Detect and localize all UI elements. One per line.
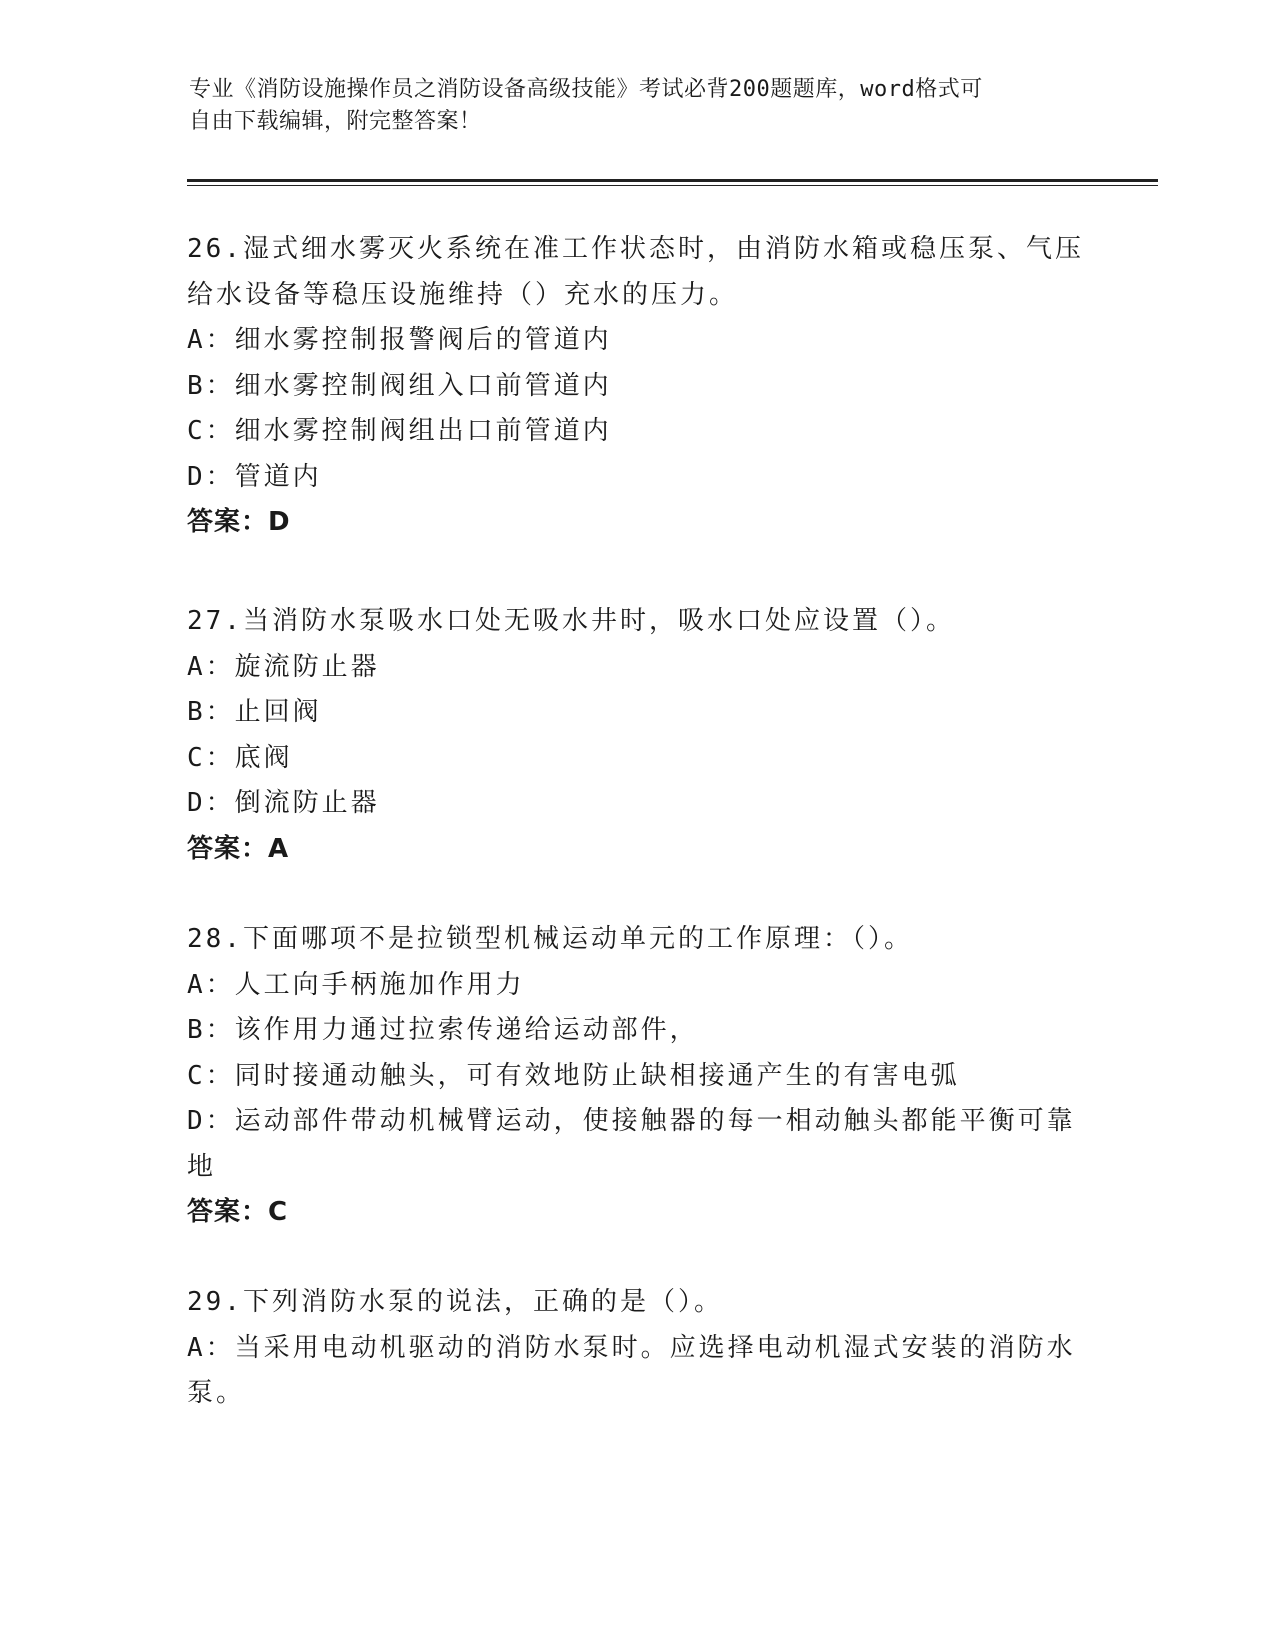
question-29 bbox=[187, 1280, 1087, 1417]
header-divider-thin bbox=[187, 185, 1158, 186]
option-a: A：当采用电动机驱动的消防水泵时。应选择电动机湿式安装的消防水泵。 bbox=[187, 1332, 1076, 1408]
answer-line bbox=[187, 500, 1087, 546]
option-a: A：人工向手柄施加作用力 bbox=[187, 969, 525, 1000]
answer-line bbox=[187, 827, 1087, 873]
header-line-2: 自由下载编辑，附完整答案！ bbox=[189, 109, 482, 134]
option-d: D：运动部件带动机械臂运动，使接触器的每一相动触头都能平衡可靠地 bbox=[187, 1106, 1076, 1182]
question-27 bbox=[187, 599, 1087, 872]
option-d: D：倒流防止器 bbox=[187, 788, 380, 818]
answer-label: 答案： bbox=[187, 507, 269, 537]
option-a: A：旋流防止器 bbox=[187, 651, 380, 682]
answer-value: D bbox=[268, 507, 291, 537]
answer-label: 答案： bbox=[187, 833, 269, 864]
option-b: B：该作用力通过拉索传递给运动部件， bbox=[187, 1015, 699, 1045]
header-divider-thick bbox=[187, 179, 1158, 182]
question-text: 26.湿式细水雾灭火系统在准工作状态时，由消防水箱或稳压泵、气压给水设备等稳压设施维持（）充水的压力。 bbox=[187, 234, 1084, 310]
option-c: C：底阀 bbox=[187, 742, 293, 773]
question-28 bbox=[187, 917, 1087, 1236]
question-text: 29.下列消防水泵的说法，正确的是（）。 bbox=[187, 1287, 723, 1317]
answer-label: 答案： bbox=[187, 1197, 269, 1227]
option-b: B：细水雾控制阀组入口前管道内 bbox=[187, 370, 612, 401]
answer-value: A bbox=[268, 833, 290, 864]
option-b: B：止回阀 bbox=[187, 697, 322, 727]
question-26 bbox=[187, 227, 1087, 546]
header-line-1: 专业《消防设施操作员之消防设备高级技能》考试必背200题题库，word格式可 bbox=[189, 77, 983, 102]
document-header bbox=[189, 74, 1089, 138]
option-a: A：细水雾控制报警阀后的管道内 bbox=[187, 325, 612, 355]
answer-line bbox=[187, 1190, 1087, 1236]
answer-value: C bbox=[268, 1197, 289, 1227]
question-text: 28.下面哪项不是拉锁型机械运动单元的工作原理：（）。 bbox=[187, 924, 913, 954]
option-d: D：管道内 bbox=[187, 461, 322, 492]
option-c: C：细水雾控制阀组出口前管道内 bbox=[187, 416, 612, 446]
option-c: C：同时接通动触头，可有效地防止缺相接通产生的有害电弧 bbox=[187, 1060, 960, 1091]
question-text: 27.当消防水泵吸水口处无吸水井时，吸水口处应设置（）。 bbox=[187, 606, 955, 636]
